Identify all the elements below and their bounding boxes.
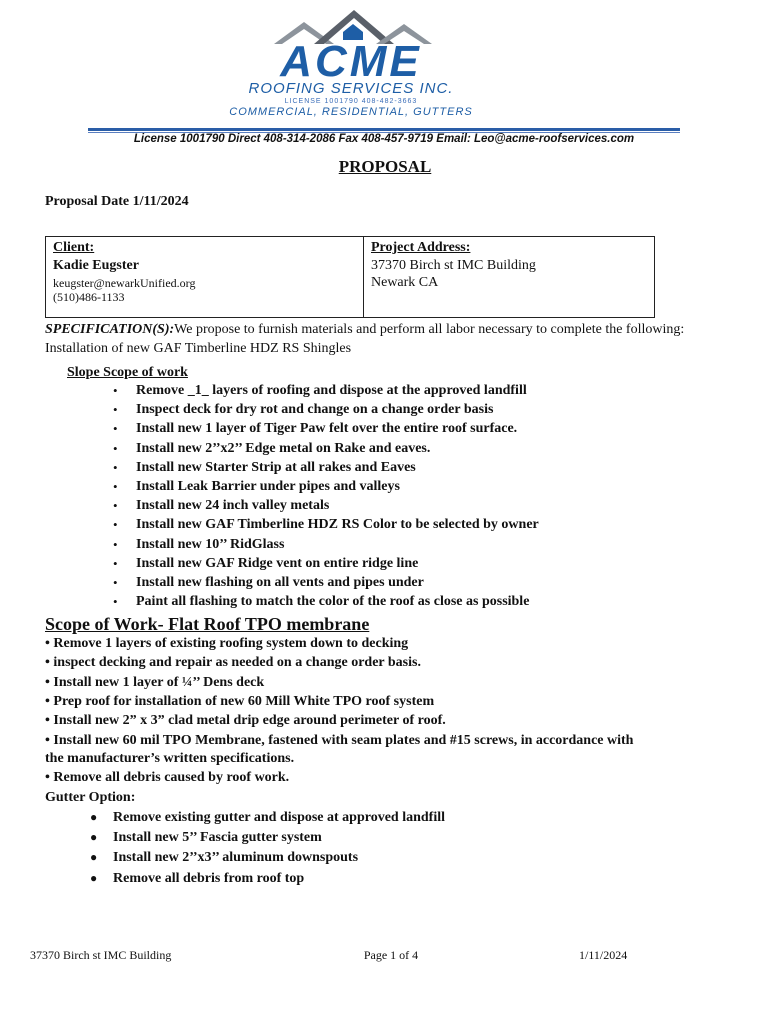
list-item-text: Install new Starter Strip at all rakes and Eaves: [136, 459, 416, 475]
bullet: •: [113, 479, 118, 494]
project-address-line2: Newark CA: [371, 275, 439, 290]
list-item-text: Install new GAF Ridge vent on entire ridge line: [136, 555, 419, 571]
bullet: ●: [90, 810, 98, 824]
list-item-text: Install new 1 layer of Tiger Paw felt over the entire roof surface.: [136, 421, 518, 437]
list-item-text: Inspect deck for dry rot and change on a change order basis: [136, 402, 494, 418]
bullet: •: [113, 536, 118, 552]
tpo-scope-line: the manufacturer’s written specifications.: [45, 751, 295, 766]
gutter-option-heading: Gutter Option:: [45, 790, 136, 805]
tpo-scope-line: • Remove all debris caused by roof work.: [45, 770, 290, 785]
client-email: keugster@newarkUnified.org: [53, 276, 196, 290]
bullet: •: [113, 517, 118, 533]
bullet: ●: [90, 871, 98, 885]
list-item-text: Install new 2’’x2’’ Edge metal on Rake and eaves.: [136, 440, 431, 456]
company-logo: [226, 4, 476, 128]
list-item-text: Install new 10’’ RidGlass: [136, 536, 285, 552]
license-contact-line: License 1001790 Direct 408-314-2086 Fax 408-457-9719 Email: Leo@acme-roofservices.com: [133, 133, 635, 145]
list-item-text: Install new GAF Timberline HDZ RS Color to be selected by owner: [136, 517, 539, 533]
tpo-scope-line: • Install new 60 mil TPO Membrane, fastened with seam plates and #15 screws, in accordance with: [45, 733, 634, 748]
project-address-label: Project Address:: [371, 240, 471, 255]
logo-wordmark: ACME: [280, 37, 422, 80]
bullet: •: [113, 575, 118, 590]
box-divider: [363, 236, 364, 318]
list-item-text: Remove existing gutter and dispose at approved landfill: [113, 810, 446, 825]
bullet: •: [113, 383, 118, 398]
page-title: PROPOSAL: [338, 157, 432, 176]
footer-date: 1/11/2024: [579, 948, 628, 962]
tpo-scope-line: • Prep roof for installation of new 60 Mill White TPO roof system: [45, 694, 435, 709]
bullet: •: [113, 498, 118, 514]
list-item-text: Install new 24 inch valley metals: [136, 498, 330, 514]
list-item-text: Paint all flashing to match the color of the roof as close as possible: [136, 594, 530, 610]
bullet: ●: [90, 830, 98, 844]
logo-company-name: ROOFING SERVICES INC.: [248, 80, 454, 97]
list-item-text: Install new 5’’ Fascia gutter system: [113, 830, 322, 845]
slope-scope-heading: Slope Scope of work: [67, 365, 188, 380]
project-address-line1: 37370 Birch st IMC Building: [371, 258, 536, 273]
bullet: ●: [90, 850, 98, 864]
bullet: •: [113, 402, 118, 418]
client-label: Client:: [53, 240, 95, 255]
bullet: •: [113, 555, 118, 571]
tpo-scope-line: • inspect decking and repair as needed on a change order basis.: [45, 655, 421, 670]
logo-license: LICENSE 1001790 408-482-3663: [284, 98, 418, 105]
list-item-text: Remove all debris from roof top: [113, 871, 305, 886]
header-rule: [88, 128, 680, 131]
list-item-text: Install new flashing on all vents and pipes under: [136, 575, 424, 590]
tpo-scope-heading: Scope of Work- Flat Roof TPO membrane: [45, 614, 370, 634]
client-phone: (510)486-1133: [53, 290, 125, 304]
bullet: •: [113, 594, 118, 610]
bullet: •: [113, 459, 118, 475]
list-item-text: Install Leak Barrier under pipes and valleys: [136, 479, 400, 494]
list-item-text: Install new 2’’x3’’ aluminum downspouts: [113, 850, 359, 865]
bullet: •: [113, 440, 118, 456]
list-item-text: Remove _1_ layers of roofing and dispose at the approved landfill: [136, 383, 527, 398]
specification-text: We propose to furnish materials and perform all labor necessary to complete the following: Installation of new GAF Timberline HDZ RS Shingles: [45, 322, 685, 356]
footer-page-number: Page 1 of 4: [363, 948, 419, 962]
client-name: Kadie Eugster: [53, 258, 139, 273]
tpo-scope-line: • Install new 2” x 3” clad metal drip edge around perimeter of roof.: [45, 713, 446, 728]
proposal-date: Proposal Date 1/11/2024: [45, 194, 189, 209]
bullet: •: [113, 421, 118, 437]
logo-roof-graphic: [226, 4, 476, 80]
specification-paragraph: [45, 320, 685, 358]
tpo-scope-line: • Install new 1 layer of ¼’’ Dens deck: [45, 675, 265, 690]
logo-services: COMMERCIAL, RESIDENTIAL, GUTTERS: [229, 106, 473, 118]
specification-label: SPECIFICATION(S):: [45, 322, 175, 337]
tpo-scope-line: • Remove 1 layers of existing roofing system down to decking: [45, 636, 409, 651]
footer-address: 37370 Birch st IMC Building: [30, 948, 172, 962]
